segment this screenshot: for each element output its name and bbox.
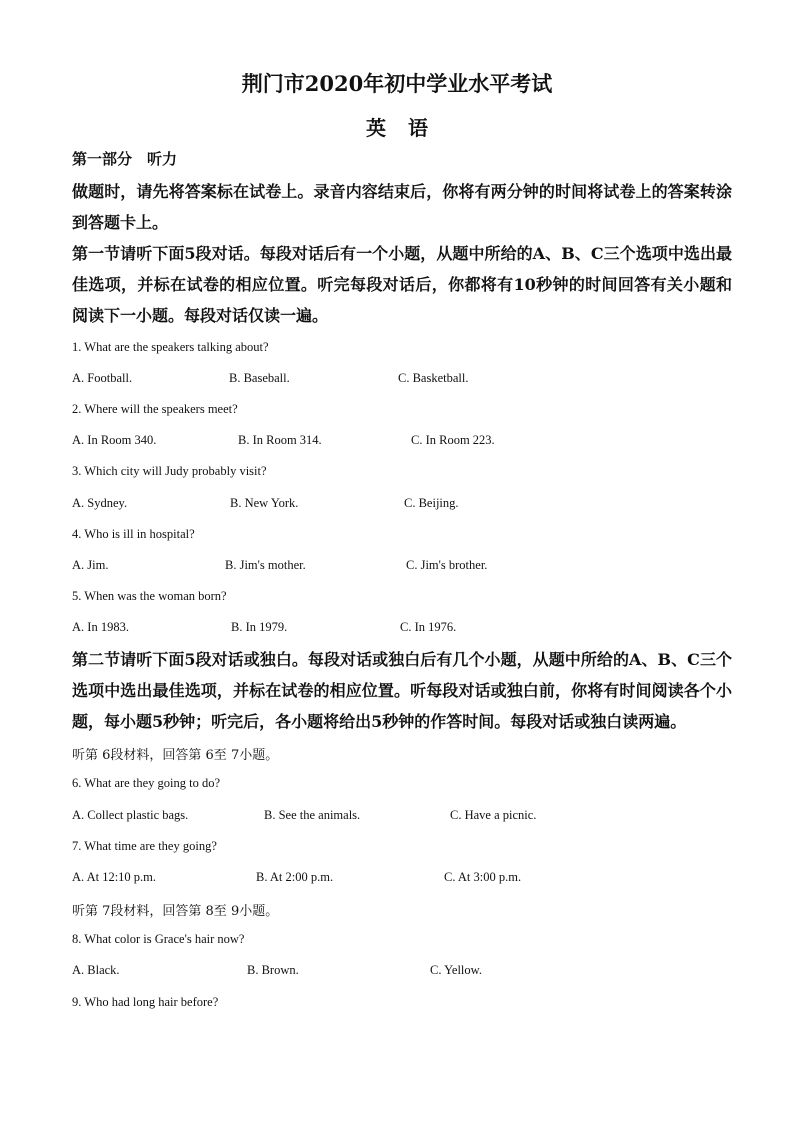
question-7: 7. What time are they going? <box>72 839 217 853</box>
q8-option-c: C. Yellow. <box>430 963 482 977</box>
q1-option-b: B. Baseball. <box>229 371 290 385</box>
q7-option-b: B. At 2:00 p.m. <box>256 870 334 884</box>
q6-option-b: B. See the animals. <box>264 808 361 822</box>
material-6-note: 听第 6段材料，回答第 6至 7小题。 <box>72 748 279 763</box>
question-9: 9. Who had long hair before? <box>72 995 219 1009</box>
q1-option-a: A. Football. <box>72 371 133 385</box>
question-4: 4. Who is ill in hospital? <box>72 527 195 541</box>
question-1: 1. What are the speakers talking about? <box>72 340 269 354</box>
question-8: 8. What color is Grace's hair now? <box>72 932 245 946</box>
q4-option-a: A. Jim. <box>72 558 109 572</box>
q6-option-c: C. Have a picnic. <box>450 808 537 822</box>
question-5: 5. When was the woman born? <box>72 589 227 603</box>
q7-option-c: C. At 3:00 p.m. <box>444 870 522 884</box>
q8-option-a: A. Black. <box>72 963 120 977</box>
instructions: 做题时，请先将答案标在试卷上。录音内容结束后，你将有两分钟的时间将试卷上的答案转涂到答题卡上。 <box>72 182 732 232</box>
q2-option-c: C. In Room 223. <box>411 433 495 447</box>
q7-option-a: A. At 12:10 p.m. <box>72 870 157 884</box>
q6-option-a: A. Collect plastic bags. <box>72 808 189 822</box>
q5-option-a: A. In 1983. <box>72 620 129 634</box>
q2-option-b: B. In Room 314. <box>238 433 322 447</box>
section1-instructions: 第一节请听下面5段对话。每段对话后有一个小题，从题中所给的A、B、C三个选项中选出最佳选项，并标在试卷的相应位置。听完每段对话后，你都将有10秒钟的时间回答有关小题和阅读下一小题。每段对话仅读一遍。 <box>72 244 732 325</box>
q5-option-c: C. In 1976. <box>400 620 457 634</box>
q3-option-c: C. Beijing. <box>404 496 459 510</box>
question-2: 2. Where will the speakers meet? <box>72 402 238 416</box>
question-3: 3. Which city will Judy probably visit? <box>72 464 267 478</box>
material-7-note: 听第 7段材料，回答第 8至 9小题。 <box>72 904 279 919</box>
q2-option-a: A. In Room 340. <box>72 433 157 447</box>
q3-option-a: A. Sydney. <box>72 496 128 510</box>
q4-option-c: C. Jim's brother. <box>406 558 488 572</box>
q3-option-b: B. New York. <box>230 496 299 510</box>
exam-title: 荆门市2020年初中学业水平考试 <box>241 71 553 96</box>
q4-option-b: B. Jim's mother. <box>225 558 306 572</box>
part-heading: 第一部分 听力 <box>72 150 178 168</box>
q1-option-c: C. Basketball. <box>398 371 469 385</box>
subject-title: 英语 <box>366 116 450 140</box>
q5-option-b: B. In 1979. <box>231 620 288 634</box>
q8-option-b: B. Brown. <box>247 963 299 977</box>
section2-instructions: 第二节请听下面5段对话或独白。每段对话或独白后有几个小题，从题中所给的A、B、C三个选项中选出最佳选项，并标在试卷的相应位置。听每段对话或独白前，你将有时间阅读各个小题，每小题5秒钟；听完后，各小题将给出5秒钟的作答时间。每段对话或独白读两遍。 <box>72 650 732 731</box>
question-6: 6. What are they going to do? <box>72 776 220 790</box>
